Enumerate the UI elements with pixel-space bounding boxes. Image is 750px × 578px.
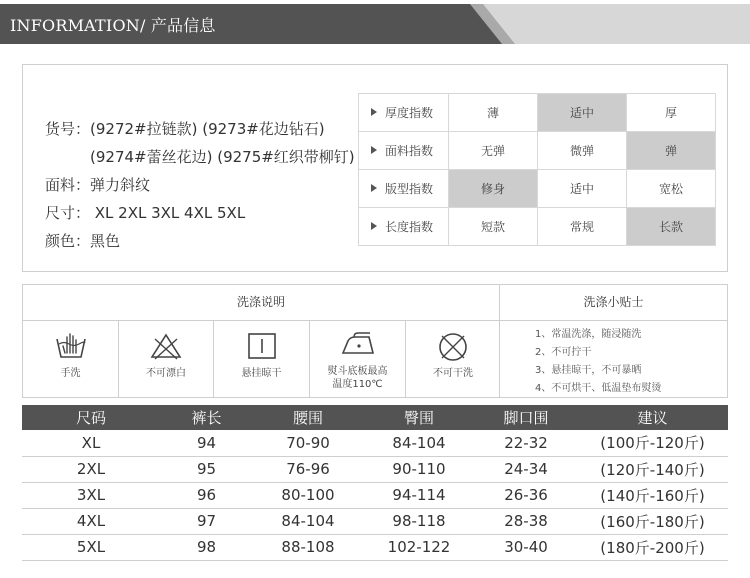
table-cell: 2XL: [22, 456, 160, 482]
table-row: [22, 482, 728, 508]
triangle-right-icon: [371, 184, 377, 192]
item-number: 货号：(9272#拉链款) (9273#花边钻石): [45, 120, 325, 138]
col-header-suggestion: 建议: [577, 405, 728, 430]
index-option: 适中: [538, 170, 627, 208]
no-bleach-label: 不可漂白: [146, 368, 186, 379]
table-cell: 30-40: [475, 534, 577, 560]
hand-wash-label: 手洗: [60, 368, 81, 379]
table-cell: 95: [160, 456, 253, 482]
table-cell: 70-90: [253, 430, 363, 456]
table-row: [22, 456, 728, 482]
wash-cell-no-bleach: [119, 321, 214, 397]
item-number-continued: (9274#蕾丝花边) (9275#红织带柳钉): [90, 148, 355, 166]
table-cell: 94-114: [363, 482, 475, 508]
index-option: 长款: [627, 208, 716, 246]
table-cell: 5XL: [22, 534, 160, 560]
size-chart-header-row: [22, 405, 728, 430]
wash-tips-title: 洗涤小贴士: [583, 295, 644, 309]
table-cell: (100斤-120斤): [577, 430, 728, 456]
index-option: 宽松: [627, 170, 716, 208]
index-row: [359, 94, 716, 132]
iron-label: [310, 365, 405, 391]
index-option: 薄: [449, 94, 538, 132]
wash-tip: 1、常温洗涤，随浸随洗: [535, 329, 642, 340]
index-option: 厚: [627, 94, 716, 132]
col-header-waist: 腰围: [253, 405, 363, 430]
index-label: [359, 170, 449, 208]
index-label-text: 面料指数: [385, 144, 434, 158]
iron-label-line1: 熨斗底板最高: [327, 366, 388, 377]
table-cell: 94: [160, 430, 253, 456]
table-cell: 97: [160, 508, 253, 534]
color: 颜色：黑色: [45, 232, 121, 250]
table-cell: 90-110: [363, 456, 475, 482]
col-header-length: 裤长: [160, 405, 253, 430]
triangle-right-icon: [371, 222, 377, 230]
triangle-right-icon: [371, 146, 377, 154]
index-label-text: 厚度指数: [385, 106, 434, 120]
iron-label-line2: 温度110℃: [332, 379, 383, 390]
wash-tip: 3、悬挂晾干，不可暴晒: [535, 365, 642, 376]
sizes: 尺寸： XL 2XL 3XL 4XL 5XL: [45, 204, 246, 222]
table-cell: (120斤-140斤): [577, 456, 728, 482]
header-banner: [0, 4, 750, 44]
table-cell: (140斤-160斤): [577, 482, 728, 508]
index-label: [359, 94, 449, 132]
wash-icons-row: [23, 321, 500, 397]
table-cell: 76-96: [253, 456, 363, 482]
wash-tips-list: [535, 326, 661, 398]
wash-cell-iron: [310, 321, 406, 397]
table-cell: 3XL: [22, 482, 160, 508]
iron-icon: [340, 331, 376, 357]
index-option: 弹: [627, 132, 716, 170]
product-info-text: [45, 115, 355, 255]
index-label-text: 长度指数: [385, 220, 434, 234]
index-option: 常规: [538, 208, 627, 246]
index-row: [359, 208, 716, 246]
index-option: 适中: [538, 94, 627, 132]
wash-tip: 2、不可拧干: [535, 347, 592, 358]
table-cell: 98-118: [363, 508, 475, 534]
wash-panel: [22, 284, 728, 398]
hang-dry-label: 悬挂晾干: [241, 368, 282, 379]
triangle-right-icon: [371, 108, 377, 116]
hand-wash-icon: [54, 331, 88, 361]
wash-tip: 4、不可烘干、低温垫布熨烫: [535, 383, 662, 394]
wash-cell-hand-wash: [23, 321, 119, 397]
table-row: [22, 508, 728, 534]
product-info-panel: [22, 64, 728, 272]
index-option: 微弹: [538, 132, 627, 170]
col-header-hip: 臀围: [363, 405, 475, 430]
table-cell: 102-122: [363, 534, 475, 560]
index-row: [359, 132, 716, 170]
table-cell: (180斤-200斤): [577, 534, 728, 560]
no-dry-clean-icon: [436, 331, 470, 363]
wash-cell-no-dry-clean: [406, 321, 500, 397]
table-cell: 28-38: [475, 508, 577, 534]
table-row: [22, 430, 728, 456]
table-cell: XL: [22, 430, 160, 456]
index-label-text: 版型指数: [385, 182, 434, 196]
table-cell: 24-34: [475, 456, 577, 482]
fabric: 面料：弹力斜纹: [45, 176, 151, 194]
no-bleach-icon: [149, 331, 183, 361]
table-cell: 22-32: [475, 430, 577, 456]
table-cell: 98: [160, 534, 253, 560]
col-header-hem: 脚口围: [475, 405, 577, 430]
table-cell: 84-104: [363, 430, 475, 456]
table-cell: 26-36: [475, 482, 577, 508]
hang-dry-icon: [245, 331, 279, 361]
wash-instructions-title: 洗涤说明: [23, 285, 500, 320]
size-chart-table: [22, 405, 728, 561]
index-option: 短款: [449, 208, 538, 246]
table-cell: (160斤-180斤): [577, 508, 728, 534]
wash-cell-hang-dry: [214, 321, 310, 397]
page-title: INFORMATION/ 产品信息: [10, 16, 216, 35]
table-cell: 84-104: [253, 508, 363, 534]
table-cell: 4XL: [22, 508, 160, 534]
table-cell: 88-108: [253, 534, 363, 560]
index-table: [358, 93, 716, 246]
col-header-size: 尺码: [22, 405, 160, 430]
table-cell: 80-100: [253, 482, 363, 508]
index-option: 修身: [449, 170, 538, 208]
index-label: [359, 208, 449, 246]
no-dry-clean-label: 不可干洗: [433, 368, 473, 379]
wash-header: [23, 285, 727, 321]
index-option: 无弹: [449, 132, 538, 170]
index-label: [359, 132, 449, 170]
table-row: [22, 534, 728, 560]
table-cell: 96: [160, 482, 253, 508]
index-row: [359, 170, 716, 208]
